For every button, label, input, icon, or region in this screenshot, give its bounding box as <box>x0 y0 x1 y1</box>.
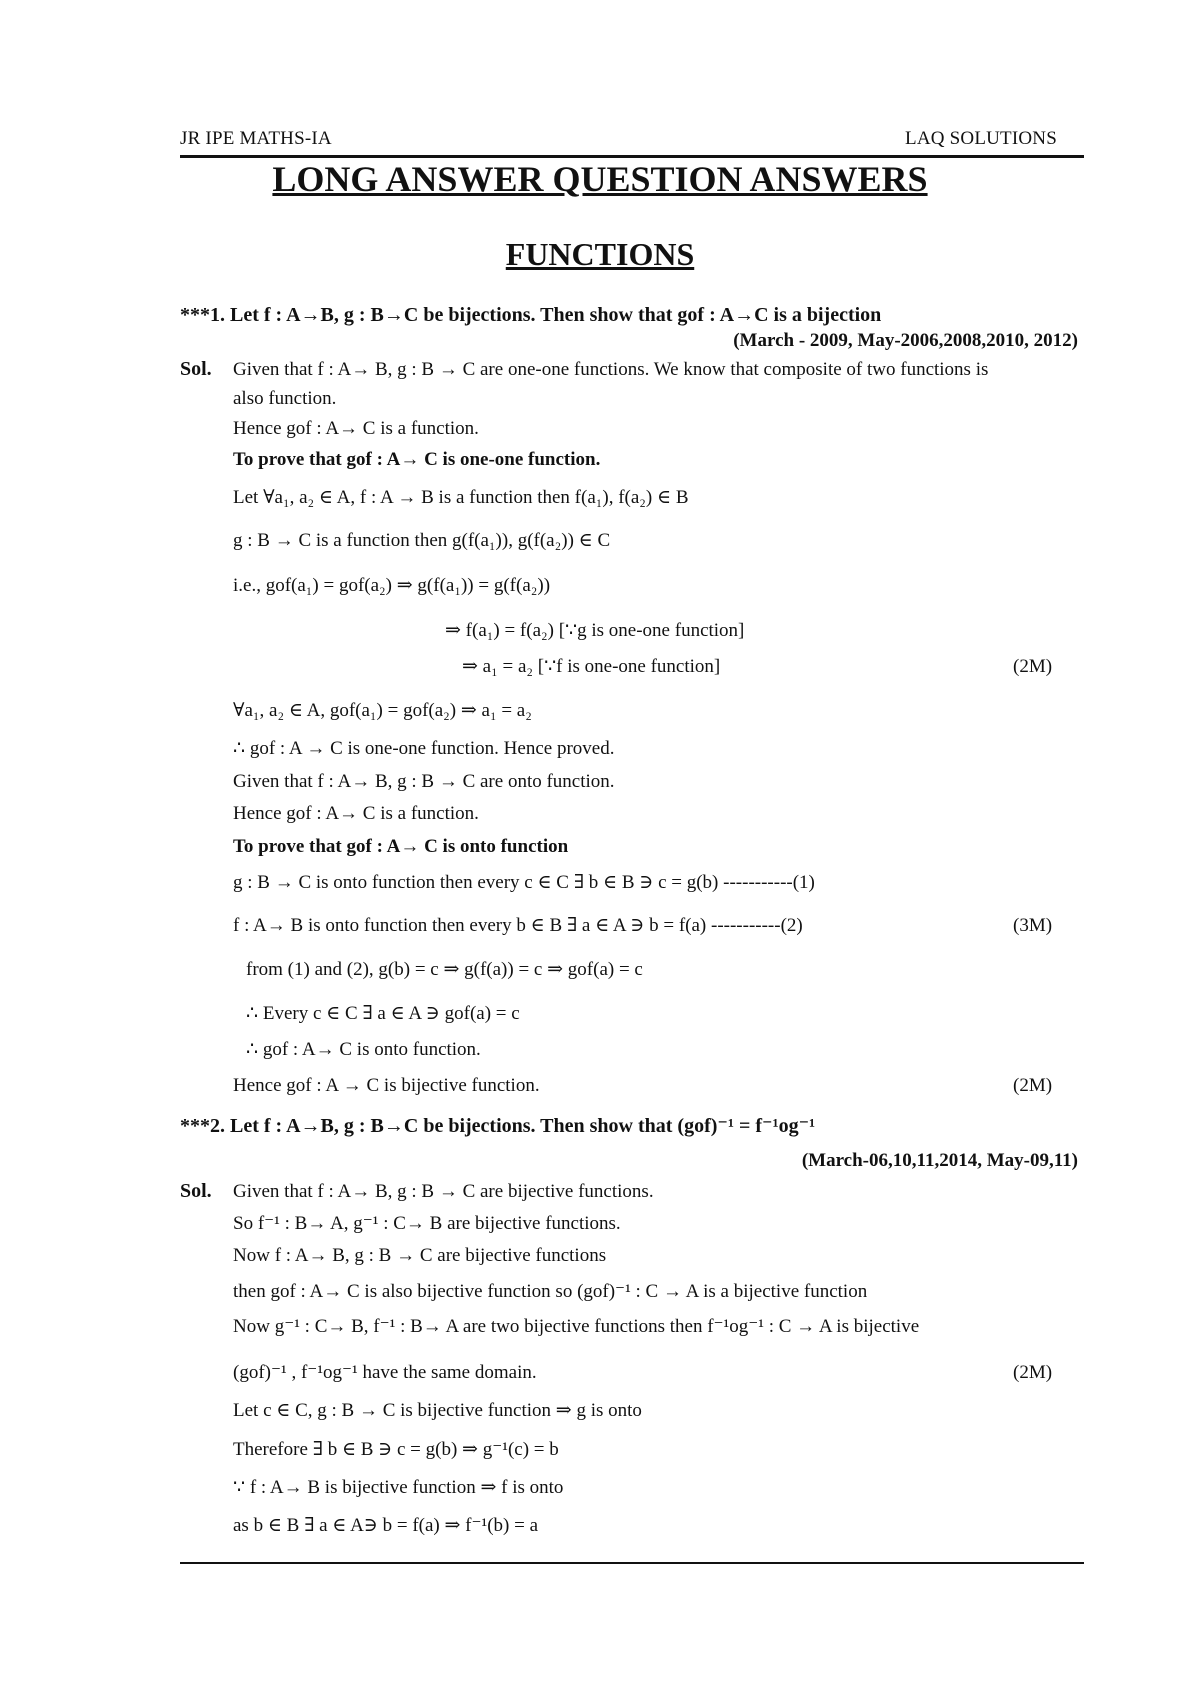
q1-line: i.e., gof(a₁) = gof(a₂) ⇒ g(f(a₁)) = g(f(a₂)) <box>233 575 551 596</box>
q1-line: Hence gof : A → C is bijective function. <box>233 1075 540 1096</box>
solution-2-label: Sol. <box>180 1180 212 1202</box>
q1-line: Given that f : A→ B, g : B → C are onto function. <box>233 771 615 792</box>
q2-line: Now f : A→ B, g : B → C are bijective functions <box>233 1245 607 1266</box>
q2-line: Now g⁻¹ : C→ B, f⁻¹ : B→ A are two bijective functions then f⁻¹og⁻¹ : C → A is bijective <box>233 1316 920 1337</box>
q1-subheading: To prove that gof : A→ C is one-one function. <box>233 449 601 470</box>
q2-line: as b ∈ B ∃ a ∈ A∋ b = f(a) ⇒ f⁻¹(b) = a <box>233 1515 539 1536</box>
q2-line: Let c ∈ C, g : B → C is bijective function ⇒ g is onto <box>233 1400 642 1421</box>
marks-badge: (2M) <box>1013 1075 1053 1096</box>
q1-line: ⇒ a₁ = a₂ [∵f is one-one function] <box>462 656 721 677</box>
header-left: JR IPE MATHS-IA <box>180 128 332 149</box>
q1-line: from (1) and (2), g(b) = c ⇒ g(f(a)) = c ⇒ gof(a) = c <box>246 959 643 980</box>
q2-line: Therefore ∃ b ∈ B ∋ c = g(b) ⇒ g⁻¹(c) = b <box>233 1439 559 1460</box>
marks-badge: (3M) <box>1013 915 1053 936</box>
q2-line: then gof : A→ C is also bijective function so (gof)⁻¹ : C → A is a bijective function <box>233 1281 868 1302</box>
q1-line: ∴ Every c ∈ C ∃ a ∈ A ∋ gof(a) = c <box>246 1003 520 1024</box>
q2-line: ∵ f : A→ B is bijective function ⇒ f is onto <box>233 1477 564 1498</box>
footer-rule <box>180 1562 1084 1564</box>
q2-line: (gof)⁻¹ , f⁻¹og⁻¹ have the same domain. <box>233 1362 537 1383</box>
q1-line: ∴ gof : A→ C is onto function. <box>246 1039 481 1060</box>
question-2-reference: (March-06,10,11,2014, May-09,11) <box>801 1150 1078 1171</box>
question-1-reference: (March - 2009, May-2006,2008,2010, 2012) <box>733 330 1078 351</box>
q1-subheading: To prove that gof : A→ C is onto function <box>233 836 569 857</box>
q1-line: f : A→ B is onto function then every b ∈ B ∃ a ∈ A ∋ b = f(a) -----------(2) <box>233 915 803 936</box>
q1-line: ⇒ f(a₁) = f(a₂) [∵g is one-one function] <box>445 620 745 641</box>
q1-line: Let ∀a₁, a₂ ∈ A, f : A → B is a function then f(a₁), f(a₂) ∈ B <box>233 487 689 508</box>
q1-line: Given that f : A→ B, g : B → C are one-one functions. We know that composite of two functions is <box>233 359 989 380</box>
q1-line: Hence gof : A→ C is a function. <box>233 418 479 439</box>
header-right: LAQ SOLUTIONS <box>905 128 1057 149</box>
q1-line: g : B → C is onto function then every c ∈ C ∃ b ∈ B ∋ c = g(b) -----------(1) <box>233 872 815 893</box>
page-title: LONG ANSWER QUESTION ANSWERS <box>272 159 928 199</box>
section-title: FUNCTIONS <box>505 236 695 272</box>
question-1: ***1. Let f : A→B, g : B→C be bijections. Then show that gof : A→C is a bijection <box>180 304 882 326</box>
q1-line: ∀a₁, a₂ ∈ A, gof(a₁) = gof(a₂) ⇒ a₁ = a₂ <box>233 700 532 721</box>
question-2: ***2. Let f : A→B, g : B→C be bijections. Then show that (gof)⁻¹ = f⁻¹og⁻¹ <box>180 1115 816 1137</box>
q2-line: So f⁻¹ : B→ A, g⁻¹ : C→ B are bijective functions. <box>233 1213 621 1234</box>
marks-badge: (2M) <box>1013 1362 1053 1383</box>
q1-line: ∴ gof : A → C is one-one function. Hence proved. <box>233 738 615 759</box>
q1-line: g : B → C is a function then g(f(a₁)), g(f(a₂)) ∈ C <box>233 530 611 551</box>
q1-line: also function. <box>233 388 337 409</box>
solution-1-label: Sol. <box>180 358 212 380</box>
q1-line: Hence gof : A→ C is a function. <box>233 803 479 824</box>
marks-badge: (2M) <box>1013 656 1053 677</box>
q2-line: Given that f : A→ B, g : B → C are bijective functions. <box>233 1181 654 1202</box>
